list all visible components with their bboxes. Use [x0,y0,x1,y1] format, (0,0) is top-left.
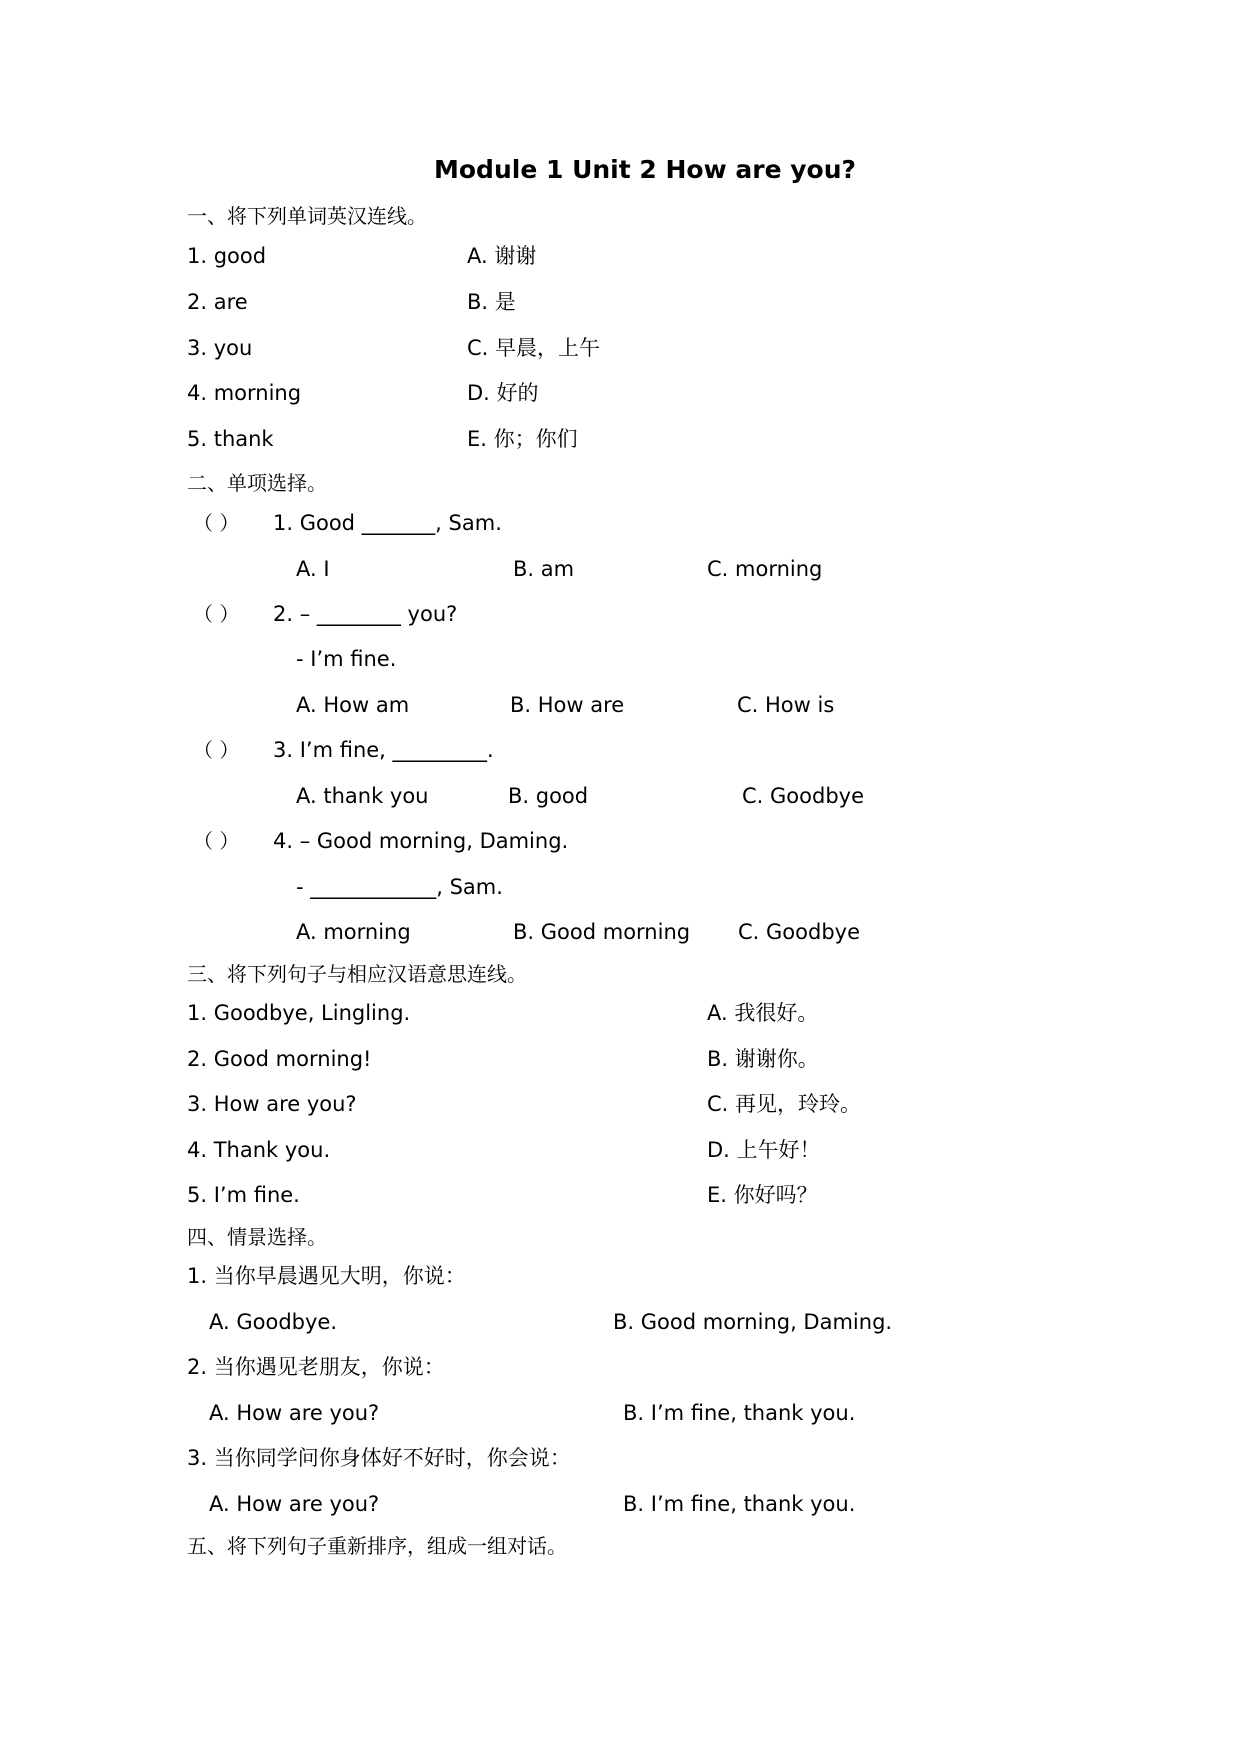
answer-paren: （ ） [193,829,240,853]
s2-q1-option-b: B. am [513,557,575,581]
s4-q1-stem: 1. 当你早晨遇见大明，你说： [187,1264,466,1288]
s2-q4-option-b: B. Good morning [513,920,691,944]
s1-meaning-e: E. 你；你们 [467,427,578,451]
section5-heading: 五、将下列句子重新排序，组成一组对话。 [187,1534,567,1558]
s3-meaning-e: E. 你好吗？ [707,1183,818,1207]
s2-q3-option-b: B. good [508,784,589,808]
section1-heading: 一、将下列单词英汉连线。 [187,204,427,228]
s1-word-3: 3. you [187,336,253,360]
s3-sentence-2: 2. Good morning! [187,1047,372,1071]
s3-meaning-b: B. 谢谢你。 [707,1047,819,1071]
s4-q3-stem: 3. 当你同学问你身体好不好时，你会说： [187,1446,571,1470]
s1-word-2: 2. are [187,290,248,314]
s2-q4-reply: - ____________, Sam. [296,875,503,899]
s2-q3-option-a: A. thank you [296,784,429,808]
s1-word-5: 5. thank [187,427,274,451]
s2-q2-option-a: A. How am [296,693,410,717]
s2-q2-option-b: B. How are [510,693,625,717]
s2-q4-option-c: C. Goodbye [738,920,860,944]
s2-q1-option-c: C. morning [707,557,823,581]
section2-heading: 二、单项选择。 [187,471,327,495]
answer-paren: （ ） [193,738,240,762]
page-title: Module 1 Unit 2 How are you? [434,155,857,184]
s3-meaning-a: A. 我很好。 [707,1001,819,1025]
s4-q3-option-a: A. How are you? [209,1492,380,1516]
s2-q1-stem: 1. Good _______, Sam. [273,511,502,535]
s1-word-1: 1. good [187,244,267,268]
s3-sentence-3: 3. How are you? [187,1092,357,1116]
s4-q1-option-b: B. Good morning, Daming. [613,1310,893,1334]
s1-meaning-b: B. 是 [467,290,516,314]
s3-sentence-1: 1. Goodbye, Lingling. [187,1001,411,1025]
s3-meaning-c: C. 再见，玲玲。 [707,1092,862,1116]
s2-q4-option-a: A. morning [296,920,411,944]
section4-heading: 四、情景选择。 [187,1225,327,1249]
s2-q3-option-c: C. Goodbye [742,784,864,808]
s4-q2-stem: 2. 当你遇见老朋友，你说： [187,1355,445,1379]
section3-heading: 三、将下列句子与相应汉语意思连线。 [187,962,527,986]
answer-paren: （ ） [193,511,240,535]
s4-q2-option-b: B. I’m fine, thank you. [623,1401,856,1425]
s4-q1-option-a: A. Goodbye. [209,1310,337,1334]
s1-meaning-c: C. 早晨，上午 [467,336,601,360]
s1-meaning-a: A. 谢谢 [467,244,537,268]
s3-meaning-d: D. 上午好！ [707,1138,821,1162]
s2-q2-reply: - I’m fine. [296,647,397,671]
s2-q3-stem: 3. I’m fine, _________. [273,738,494,762]
s1-word-4: 4. morning [187,381,302,405]
s2-q1-option-a: A. I [296,557,330,581]
s3-sentence-5: 5. I’m fine. [187,1183,300,1207]
s4-q3-option-b: B. I’m fine, thank you. [623,1492,856,1516]
s1-meaning-d: D. 好的 [467,381,539,405]
s2-q4-stem: 4. – Good morning, Daming. [273,829,569,853]
s3-sentence-4: 4. Thank you. [187,1138,331,1162]
s4-q2-option-a: A. How are you? [209,1401,380,1425]
s2-q2-option-c: C. How is [737,693,835,717]
s2-q2-stem: 2. – ________ you? [273,602,458,626]
answer-paren: （ ） [193,602,240,626]
